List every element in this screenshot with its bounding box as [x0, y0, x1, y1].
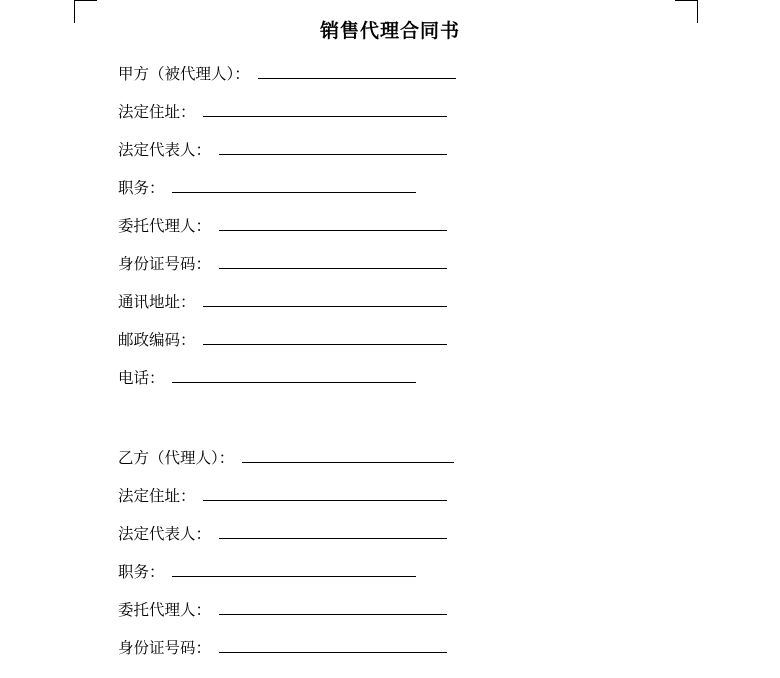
- field-blank[interactable]: [203, 328, 447, 345]
- field-label: 法定住址：: [118, 488, 196, 505]
- field-label: 甲方（被代理人）：: [118, 66, 250, 83]
- field-blank[interactable]: [172, 176, 416, 193]
- field-blank[interactable]: [203, 290, 447, 307]
- field-blank[interactable]: [242, 446, 454, 463]
- section-spacer: [118, 398, 678, 440]
- field-label: 委托代理人：: [118, 602, 212, 619]
- field-blank[interactable]: [172, 366, 416, 383]
- field-label: 邮政编码：: [118, 332, 196, 349]
- field-row: [118, 440, 678, 478]
- field-label: 乙方（代理人）：: [118, 450, 235, 467]
- field-row: [118, 246, 678, 284]
- section-party-a: [118, 56, 678, 398]
- field-row: [118, 478, 678, 516]
- field-blank[interactable]: [219, 252, 447, 269]
- contract-body: [118, 56, 678, 668]
- field-blank[interactable]: [219, 598, 447, 615]
- field-row: [118, 132, 678, 170]
- field-row: [118, 592, 678, 630]
- field-label: 法定住址：: [118, 104, 196, 121]
- field-label: 职务：: [118, 180, 165, 197]
- section-party-b: [118, 440, 678, 668]
- field-blank[interactable]: [258, 62, 456, 79]
- field-row: [118, 630, 678, 668]
- field-row: [118, 284, 678, 322]
- field-label: 电话：: [118, 370, 165, 387]
- field-row: [118, 170, 678, 208]
- field-label: 身份证号码：: [118, 640, 212, 657]
- field-row: [118, 360, 678, 398]
- field-label: 身份证号码：: [118, 256, 212, 273]
- field-blank[interactable]: [219, 138, 447, 155]
- field-row: [118, 554, 678, 592]
- field-row: [118, 516, 678, 554]
- page-title: 销售代理合同书: [319, 21, 460, 42]
- field-blank[interactable]: [219, 522, 447, 539]
- field-row: [118, 94, 678, 132]
- field-blank[interactable]: [219, 214, 447, 231]
- field-blank[interactable]: [172, 560, 416, 577]
- field-row: [118, 322, 678, 360]
- field-label: 委托代理人：: [118, 218, 212, 235]
- field-label: 通讯地址：: [118, 294, 196, 311]
- field-row: [118, 208, 678, 246]
- field-row: [118, 56, 678, 94]
- field-label: 法定代表人：: [118, 526, 212, 543]
- field-blank[interactable]: [203, 484, 447, 501]
- field-blank[interactable]: [219, 636, 447, 653]
- field-label: 职务：: [118, 564, 165, 581]
- field-label: 法定代表人：: [118, 142, 212, 159]
- field-blank[interactable]: [203, 100, 447, 117]
